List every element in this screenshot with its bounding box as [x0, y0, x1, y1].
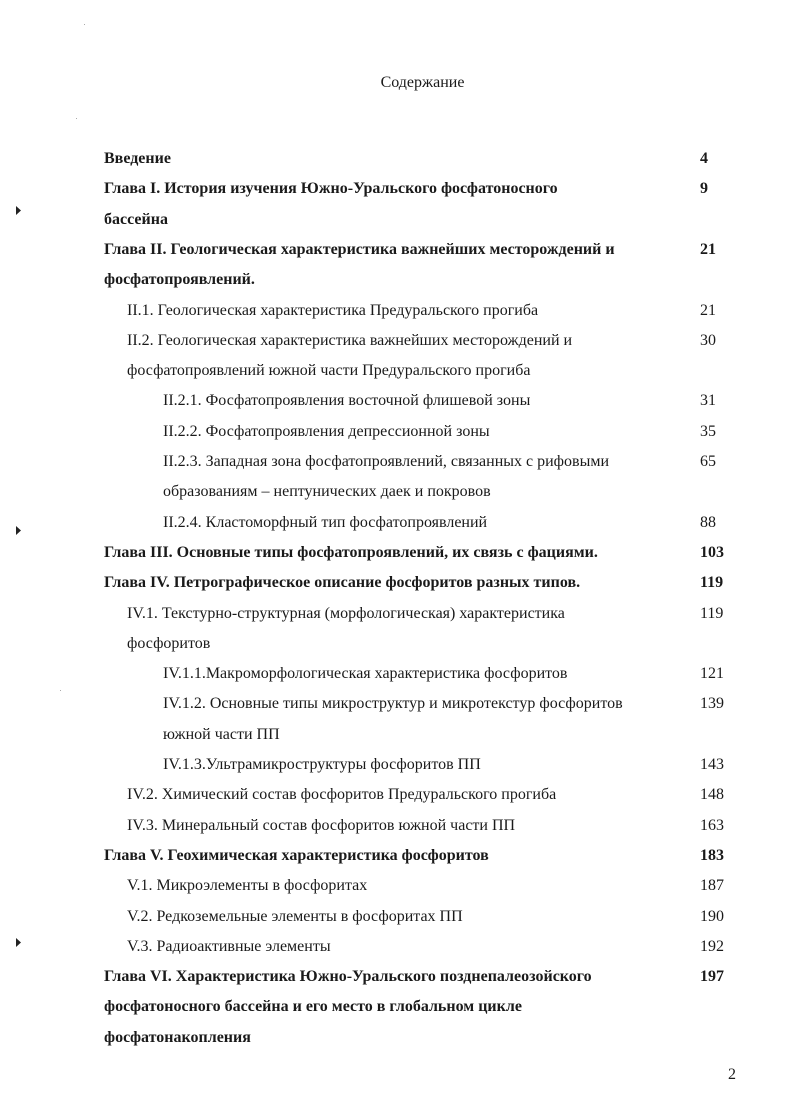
- toc-entry-text: V.2. Редкоземельные элементы в фосфоритах ПП: [127, 907, 463, 925]
- toc-entry-text: южной части ПП: [163, 725, 280, 743]
- toc-entry-text: Глава III. Основные типы фосфатопроявлений, их связь с фациями.: [104, 543, 598, 561]
- toc-entry-page: 197: [700, 968, 724, 986]
- toc-entry-page: 65: [700, 453, 716, 470]
- toc-entry-text: II.2.2. Фосфатопроявления депрессионной зоны: [163, 422, 490, 440]
- toc-entry-text: образованиям – нептунических даек и покровов: [163, 483, 491, 501]
- toc-entry-text: Глава IV. Петрографическое описание фосфоритов разных типов.: [104, 574, 581, 592]
- toc-entry-page: 139: [700, 695, 724, 713]
- scan-speck: [60, 690, 61, 691]
- toc-entry-page: 21: [700, 301, 716, 319]
- toc-entry-text: II.2.3. Западная зона фосфатопроявлений, связанных с рифовыми: [163, 453, 610, 470]
- toc-entry: [0, 296, 797, 326]
- toc-entry-text: IV.2. Химический состав фосфоритов Предуральского прогиба: [127, 786, 557, 804]
- toc-entry: [0, 174, 797, 235]
- toc-entry: [0, 447, 797, 508]
- toc-entry: [0, 386, 797, 416]
- toc-entry: [0, 780, 797, 810]
- toc-entry: [0, 235, 797, 296]
- toc-entry: [0, 962, 797, 1053]
- toc-entry: [0, 144, 797, 174]
- toc-entry-text: IV.1.1.Макроморфологическая характеристика фосфоритов: [163, 665, 568, 683]
- toc-entry-page: 21: [700, 240, 716, 258]
- toc-entry-text: IV.1. Текстурно-структурная (морфологическая) характеристика: [127, 604, 565, 622]
- toc-entry-text: II.2. Геологическая характеристика важнейших месторождений и: [127, 331, 573, 349]
- toc-entry-text: Введение: [104, 150, 171, 167]
- toc-entry-page: 31: [700, 392, 716, 410]
- toc-entry-text: V.1. Микроэлементы в фосфоритах: [127, 877, 368, 895]
- toc-entry-page: 30: [700, 331, 716, 349]
- toc-entry-text: фосфатонакопления: [104, 1028, 251, 1046]
- toc-entry-page: 148: [700, 786, 724, 804]
- toc-entry-page: 183: [700, 846, 724, 864]
- toc-entry-page: 163: [700, 816, 724, 834]
- page-title: Содержание: [380, 74, 465, 91]
- toc-entry: [0, 508, 797, 538]
- toc-entry-text: фосфатопроявлений южной части Предуральского прогиба: [127, 362, 531, 380]
- toc-entry-text: IV.1.3.Ультрамикроструктуры фосфоритов ПП: [163, 756, 481, 773]
- toc-entry: [0, 326, 797, 387]
- toc-entry-page: 88: [700, 513, 716, 531]
- toc-entry-text: Глава II. Геологическая характеристика важнейших месторождений и: [104, 240, 615, 258]
- toc-entry: [0, 599, 797, 660]
- toc-entry-text: Глава VI. Характеристика Южно-Уральского позднепалеозойского: [104, 968, 592, 986]
- toc-entry: [0, 932, 797, 962]
- toc-entry-page: 119: [700, 574, 724, 592]
- toc-entry: [0, 417, 797, 447]
- toc-entry-page: 121: [700, 665, 724, 683]
- toc-entry: [0, 902, 797, 932]
- toc-entry-text: II.2.1. Фосфатопроявления восточной флишевой зоны: [163, 392, 531, 410]
- toc-entry: [0, 750, 797, 780]
- toc-entry: [0, 689, 797, 750]
- toc-entry: [0, 871, 797, 901]
- toc-entry-page: 4: [700, 150, 708, 167]
- scan-speck: [84, 24, 85, 25]
- toc-entry-text: IV.3. Минеральный состав фосфоритов южной части ПП: [127, 816, 516, 834]
- toc-entry-text: II.2.4. Кластоморфный тип фосфатопроявлений: [163, 513, 488, 531]
- toc-entry-page: 35: [700, 422, 716, 440]
- toc-entry-text: бассейна: [104, 210, 168, 228]
- toc-entry: [0, 568, 797, 598]
- page-number: 2: [728, 1066, 736, 1083]
- toc-entry-page: 103: [700, 543, 724, 561]
- toc-entry-page: 187: [700, 877, 724, 895]
- toc-entry: [0, 811, 797, 841]
- toc-entry-page: 192: [700, 937, 724, 955]
- toc-entry-page: 190: [700, 907, 724, 925]
- toc-entry-page: 9: [700, 180, 708, 198]
- toc-entry-text: II.1. Геологическая характеристика Предуральского прогиба: [127, 301, 539, 319]
- scan-speck: [76, 118, 77, 119]
- toc-entry-page: 119: [700, 604, 724, 622]
- toc-entry-text: фосфатоносного бассейна и его место в глобальном цикле: [104, 998, 522, 1016]
- toc-entry-text: фосфоритов: [127, 634, 211, 652]
- toc-entry-text: фосфатопроявлений.: [104, 271, 255, 289]
- toc-entry-text: Глава V. Геохимическая характеристика фосфоритов: [104, 846, 489, 864]
- toc-entry: [0, 538, 797, 568]
- toc-entry-text: V.3. Радиоактивные элементы: [127, 937, 331, 955]
- toc-entry-text: Глава I. История изучения Южно-Уральского фосфатоносного: [104, 180, 558, 198]
- toc-entry: [0, 841, 797, 871]
- toc-entry-page: 143: [700, 756, 724, 773]
- toc-entry: [0, 659, 797, 689]
- toc-entry-text: IV.1.2. Основные типы микроструктур и микротекстур фосфоритов: [163, 695, 623, 713]
